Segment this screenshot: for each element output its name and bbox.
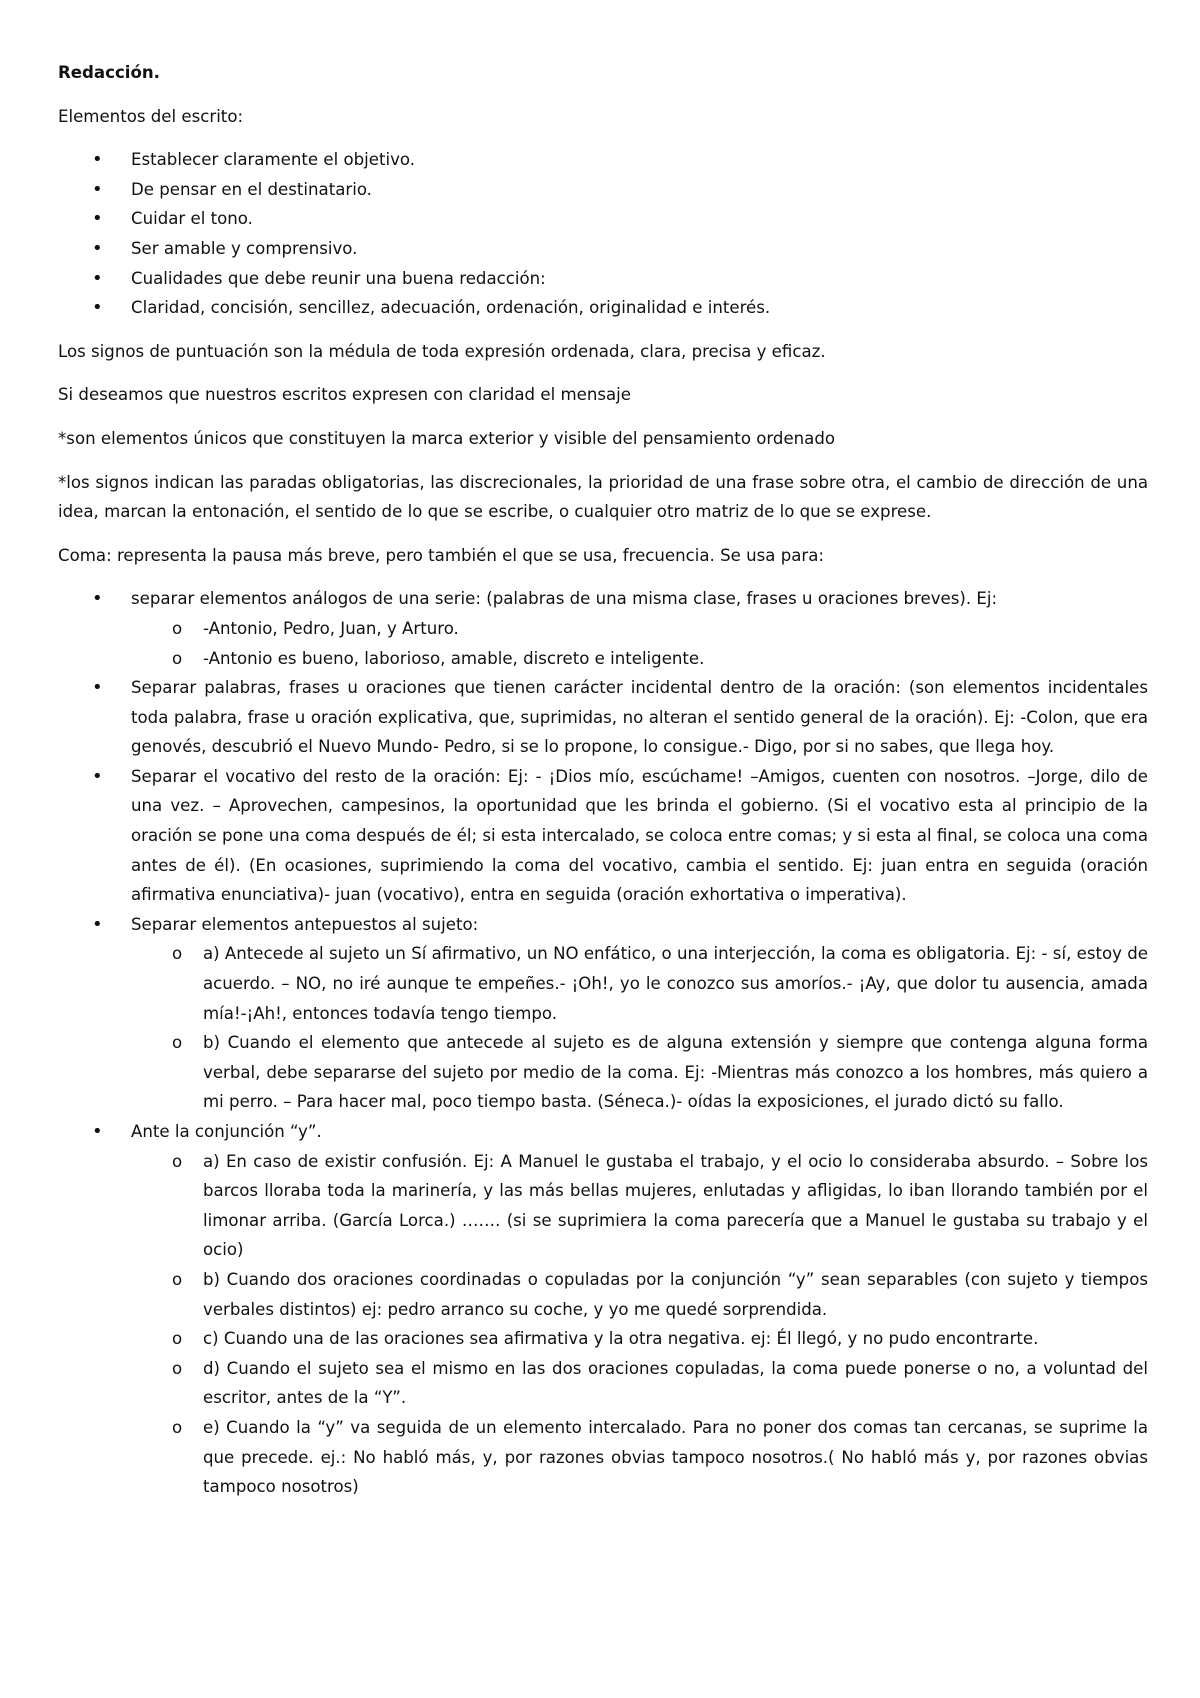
list-item: • Cualidades que debe reunir una buena redacción: (58, 264, 1148, 294)
sublist-item: o d) Cuando el sujeto sea el mismo en las dos oraciones copuladas, la coma puede ponerse o no, a voluntad del escritor, antes de la “Y”. (58, 1354, 1148, 1413)
list-item-text: Separar el vocativo del resto de la oración: Ej: - ¡Dios mío, escúchame! –Amigos, cuenten con nosotros. –Jorge, dilo de una vez. – Aprovechen, campesinos, la oportunidad que les brinda el gobierno. (Si el vocativo esta al principio de la oración se pone una coma después de él; si esta intercalado, se coloca entre comas; y si esta al final, se coloca una coma antes de él). (En ocasiones, suprimiendo la coma del vocativo, cambia el sentido. Ej: juan entra en seguida (oración afirmativa enunciativa)- juan (vocativo), entra en seguida (oración exhortativa o imperativa). (131, 766, 1148, 905)
sublist-item: o -Antonio es bueno, laborioso, amable, discreto e inteligente. (58, 644, 1148, 674)
list-item (58, 1117, 1148, 1502)
sublist-item: o b) Cuando dos oraciones coordinadas o copuladas por la conjunción “y” sean separables (con sujeto y tiempos verbales distintos) ej: pedro arranco su coche, y yo me quedé sorprendida. (58, 1265, 1148, 1324)
list-item-text: Ante la conjunción “y”. (131, 1122, 322, 1141)
list-item: • Ser amable y comprensivo. (58, 234, 1148, 264)
paragraph: *los signos indican las paradas obligatorias, las discrecionales, la prioridad de una frase sobre otra, el cambio de dirección de una idea, marcan la entonación, el sentido de lo que se escribe, o cualquier otro matriz de lo que se exprese. (58, 472, 1148, 522)
paragraph: *son elementos únicos que constituyen la marca exterior y visible del pensamiento ordenado (58, 428, 836, 448)
sublist (131, 1147, 1148, 1502)
list-item (58, 762, 1148, 910)
coma-heading (58, 541, 1148, 571)
coma-uses-list (58, 584, 1148, 1501)
sublist (131, 939, 1148, 1117)
list-item (58, 673, 1148, 762)
paragraph: Si deseamos que nuestros escritos expresen con claridad el mensaje (58, 385, 631, 405)
list-item: • Claridad, concisión, sencillez, adecuación, ordenación, originalidad e interés. (58, 293, 1148, 323)
sublist-item: o -Antonio, Pedro, Juan, y Arturo. (58, 614, 1148, 644)
sublist-item: o b) Cuando el elemento que antecede al sujeto es de alguna extensión y siempre que contenga alguna forma verbal, debe separarse del sujeto por medio de la coma. Ej: -Mientras más conozco a los hombres, más quiero a mi perro. – Para hacer mal, poco tiempo basta. (Séneca.)- oídas la exposiciones, el jurado dictó su fallo. (58, 1028, 1148, 1117)
document-title: Redacción. (58, 63, 160, 82)
list-item: • Establecer claramente el objetivo. (58, 145, 1148, 175)
coma-description: representa la pausa más breve, pero también el que se usa, frecuencia. Se usa para: (111, 545, 825, 565)
list-item (58, 584, 1148, 673)
sublist-item: o c) Cuando una de las oraciones sea afirmativa y la otra negativa. ej: Él llegó, y no pudo encontrarte. (58, 1324, 1148, 1354)
sublist-item: o e) Cuando la “y” va seguida de un elemento intercalado. Para no poner dos comas tan cercanas, se suprime la que precede. ej.: No habló más, y, por razones obvias tampoco nosotros.( No habló más y, por razones obvias tampoco nosotros) (58, 1413, 1148, 1502)
list-item (58, 910, 1148, 1117)
sublist-item: o a) En caso de existir confusión. Ej: A Manuel le gustaba el trabajo, y el ocio lo consideraba absurdo. – Sobre los barcos lloraba toda la marinería, y las más bellas mujeres, enlutadas y afligidas, lo iban llorando también por el limonar arriba. (García Lorca.) ……. (si se suprimiera la coma parecería que a Manuel le gustaba su trabajo y el ocio) (58, 1147, 1148, 1265)
paragraph: Los signos de puntuación son la médula de toda expresión ordenada, clara, precisa y eficaz. (58, 341, 826, 361)
intro-text: Elementos del escrito: (58, 106, 244, 126)
elements-list (58, 145, 1148, 323)
list-item-text: separar elementos análogos de una serie: (palabras de una misma clase, frases u oraciones breves). Ej: (131, 589, 998, 609)
list-item-text: Separar palabras, frases u oraciones que tienen carácter incidental dentro de la oración: (son elementos incidentales toda palabra, frase u oración explicativa, que, suprimidas, no alteran el sentido general de la oración). Ej: -Colon, que era genovés, descubrió el Nuevo Mundo- Pedro, si se lo propone, lo consigue.- Digo, por si no sabes, que llega hoy. (131, 678, 1148, 757)
sublist (131, 614, 1148, 673)
sublist-item: o a) Antecede al sujeto un Sí afirmativo, un NO enfático, o una interjección, la coma es obligatoria. Ej: - sí, estoy de acuerdo. – NO, no iré aunque te empeñes.- ¡Oh!, yo le conozco sus amoríos.- ¡Ay, que dolor tu ausencia, amada mía!-¡Ah!, entonces todavía tengo tiempo. (58, 939, 1148, 1028)
list-item-text: Separar elementos antepuestos al sujeto: (131, 914, 479, 934)
list-item: • Cuidar el tono. (58, 204, 1148, 234)
list-item: • De pensar en el destinatario. (58, 175, 1148, 205)
coma-label: Coma: (58, 545, 112, 565)
